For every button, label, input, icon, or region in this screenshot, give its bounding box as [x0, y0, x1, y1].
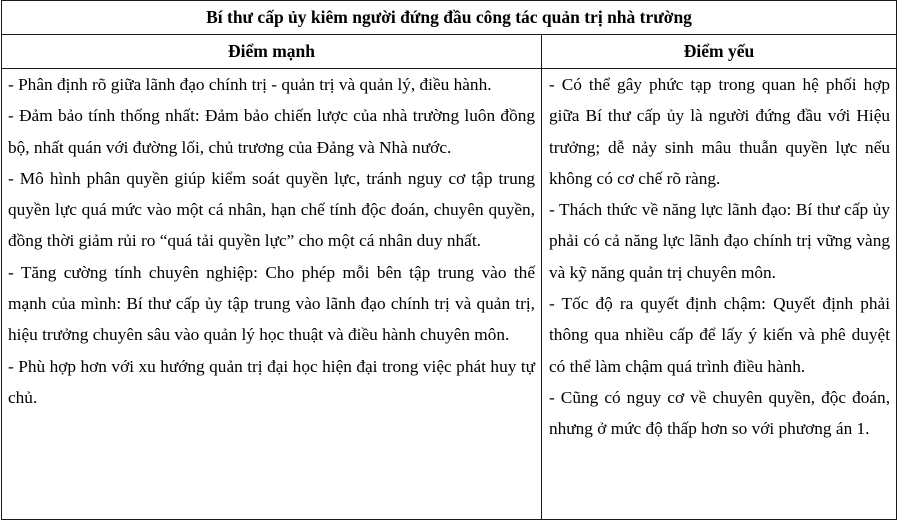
strength-item: - Mô hình phân quyền giúp kiểm soát quyền lực, tránh nguy cơ tập trung quyền lực quá mức vào một cá nhân, hạn chế tính độc đoán, chuyên quyền, đồng thời giảm rủi ro “quá tải quyền lực” cho một cá nhân duy nhất.: [8, 168, 535, 251]
weaknesses-cell: [542, 69, 897, 520]
comparison-table: [1, 0, 897, 520]
weakness-item: - Cũng có nguy cơ về chuyên quyền, độc đoán, nhưng ở mức độ thấp hơn so với phương án 1.: [549, 387, 891, 439]
table-title: Bí thư cấp ủy kiêm người đứng đầu công tác quản trị nhà trường: [2, 1, 897, 35]
strength-item: - Tăng cường tính chuyên nghiệp: Cho phép mỗi bên tập trung vào thế mạnh của mình: Bí thư cấp ủy tập trung vào lãnh đạo chính trị và quản trị, hiệu trưởng chuyên sâu vào quản lý học thuật và điều hành chuyên môn.: [8, 262, 535, 345]
table-title-row: [2, 1, 897, 35]
strength-item: - Phân định rõ giữa lãnh đạo chính trị - quản trị và quản lý, điều hành.: [8, 75, 492, 94]
strength-item: - Phù hợp hơn với xu hướng quản trị đại học hiện đại trong việc phát huy tự chủ.: [8, 356, 535, 407]
strength-item: - Đảm bảo tính thống nhất: Đảm bảo chiến lược của nhà trường luôn đồng bộ, nhất quán với đường lối, chủ trương của Đảng và Nhà nước.: [8, 106, 535, 157]
weakness-item: - Có thể gây phức tạp trong quan hệ phối hợp giữa Bí thư cấp ủy là người đứng đầu với Hiệu trưởng; dễ nảy sinh mâu thuẫn quyền lực nếu không có cơ chế rõ ràng.: [549, 75, 891, 188]
column-header-strengths: Điểm mạnh: [2, 35, 542, 69]
weakness-item: - Thách thức về năng lực lãnh đạo: Bí thư cấp ủy phải có cả năng lực lãnh đạo chính trị vững vàng và kỹ năng quản trị chuyên môn.: [549, 200, 891, 282]
column-header-weaknesses: Điểm yếu: [542, 35, 897, 69]
strengths-cell: [2, 69, 542, 520]
weakness-item: - Tốc độ ra quyết định chậm: Quyết định phải thông qua nhiều cấp để lấy ý kiến và phê duyệt có thể làm chậm quá trình điều hành.: [549, 294, 891, 376]
table-header-row: [2, 35, 897, 69]
table-body-row: [2, 69, 897, 520]
